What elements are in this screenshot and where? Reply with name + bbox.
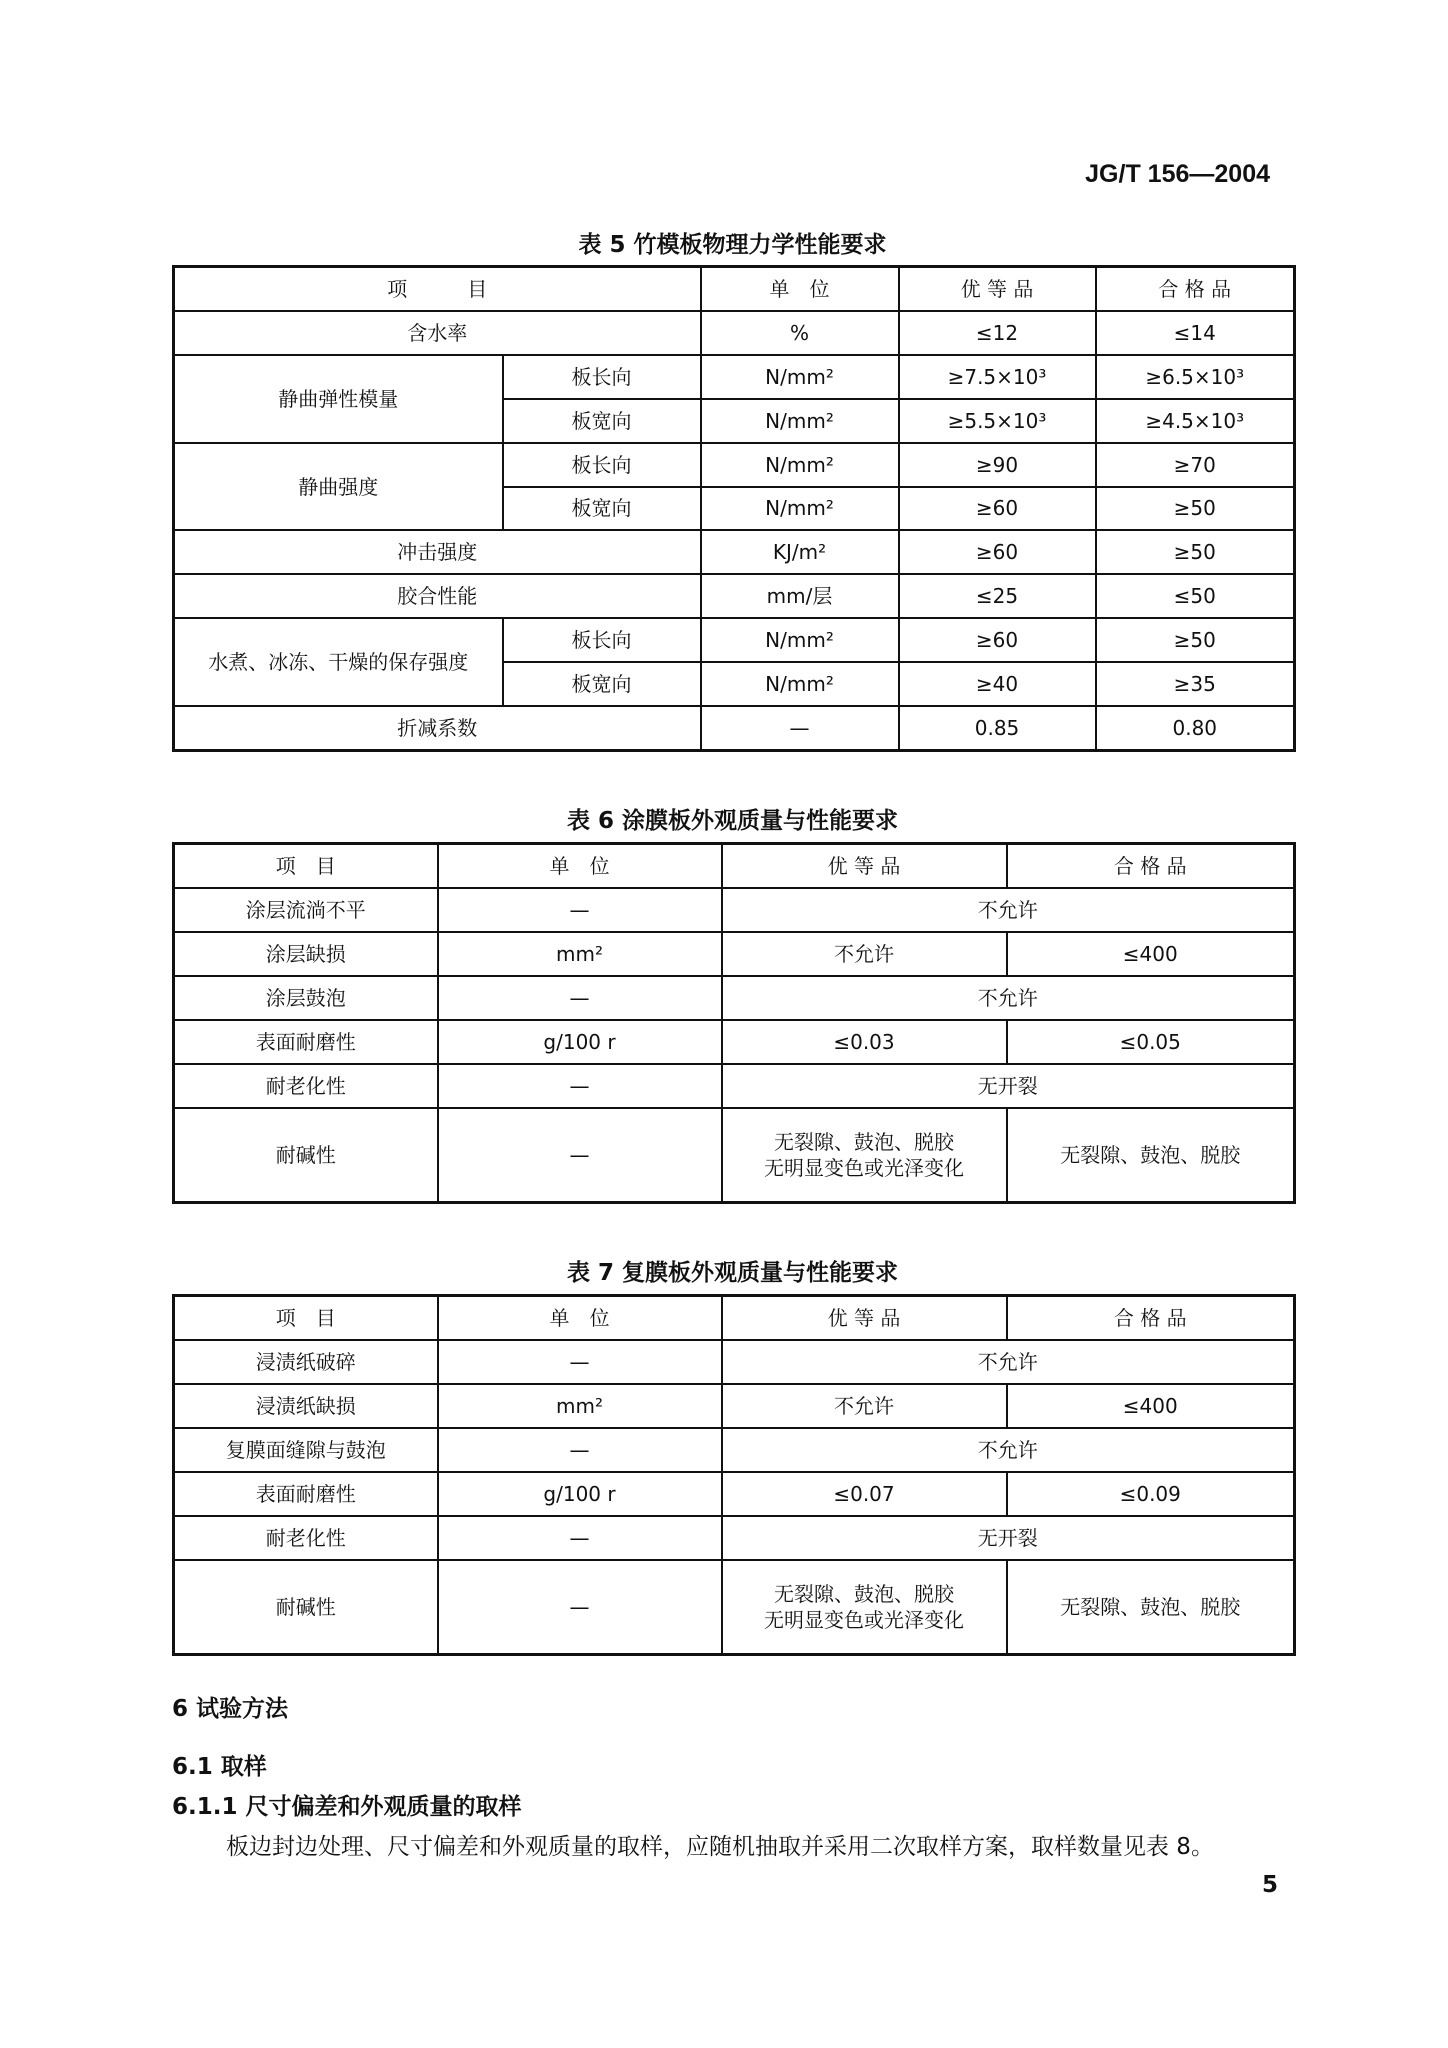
value-cell: ≥7.5×10³ [899, 355, 1096, 399]
unit-cell: N/mm² [701, 443, 899, 487]
value-cell: ≥50 [1096, 487, 1295, 531]
table-row [174, 574, 1295, 618]
value-cell: ≥60 [899, 487, 1096, 531]
page-number: 5 [1262, 1872, 1279, 1898]
table-row [174, 1108, 1295, 1203]
item-cell: 含水率 [174, 311, 701, 355]
item-cell: 表面耐磨性 [174, 1472, 438, 1516]
unit-cell: g/100 r [438, 1020, 722, 1064]
value-cell: 无开裂 [722, 1516, 1295, 1560]
unit-cell: — [438, 1064, 722, 1108]
item-cell: 浸渍纸缺损 [174, 1384, 438, 1428]
unit-cell: — [438, 1428, 722, 1472]
header-cell: 项 目 [174, 844, 438, 888]
item-cell: 浸渍纸破碎 [174, 1340, 438, 1384]
item-cell: 静曲弹性模量 [174, 355, 503, 443]
header-cell: 合 格 品 [1007, 844, 1295, 888]
unit-cell: mm² [438, 932, 722, 976]
item-cell: 折减系数 [174, 706, 701, 751]
document-id: JG/T 156—2004 [1085, 160, 1270, 188]
value-cell: 无裂隙、鼓泡、脱胶 [1007, 1560, 1295, 1655]
header-cell: 项 目 [174, 267, 701, 312]
header-cell: 单 位 [438, 844, 722, 888]
paragraph: 板边封边处理、尺寸偏差和外观质量的取样，应随机抽取并采用二次取样方案，取样数量见表 8。 [226, 1834, 1214, 1860]
sub-item-cell: 板宽向 [503, 399, 701, 443]
item-cell: 涂层鼓泡 [174, 976, 438, 1020]
unit-cell: — [438, 888, 722, 932]
section-6-1-heading: 6.1 取样 [172, 1754, 267, 1780]
value-line: 无明显变色或光泽变化 [764, 1607, 964, 1632]
value-cell: 不允许 [722, 1340, 1295, 1384]
item-cell: 耐碱性 [174, 1560, 438, 1655]
header-cell: 优 等 品 [722, 844, 1007, 888]
unit-cell: N/mm² [701, 355, 899, 399]
table-header-row [174, 267, 1295, 312]
header-cell: 项 目 [174, 1296, 438, 1340]
value-cell: 无裂隙、鼓泡、脱胶 [1007, 1108, 1295, 1203]
table-row [174, 888, 1295, 932]
table-row [174, 530, 1295, 574]
value-cell: ≥35 [1096, 662, 1295, 706]
value-cell: ≤400 [1007, 1384, 1295, 1428]
value-cell [722, 1108, 1007, 1203]
value-line: 无明显变色或光泽变化 [764, 1155, 964, 1180]
value-line: 无裂隙、鼓泡、脱胶 [774, 1129, 954, 1154]
item-cell: 耐老化性 [174, 1064, 438, 1108]
sub-item-cell: 板宽向 [503, 662, 701, 706]
header-cell: 单 位 [438, 1296, 722, 1340]
section-6-heading: 6 试验方法 [172, 1696, 289, 1722]
unit-cell: % [701, 311, 899, 355]
sub-item-cell: 板长向 [503, 443, 701, 487]
value-cell: ≤14 [1096, 311, 1295, 355]
value-cell: 0.80 [1096, 706, 1295, 751]
value-cell: ≥5.5×10³ [899, 399, 1096, 443]
unit-cell: mm² [438, 1384, 722, 1428]
value-cell: ≤12 [899, 311, 1096, 355]
table6 [172, 842, 1296, 1204]
value-cell: ≤0.09 [1007, 1472, 1295, 1516]
unit-cell: — [701, 706, 899, 751]
header-cell: 优 等 品 [899, 267, 1096, 312]
table-row [174, 1020, 1295, 1064]
unit-cell: N/mm² [701, 618, 899, 662]
header-cell: 单 位 [701, 267, 899, 312]
table-row [174, 1428, 1295, 1472]
header-cell: 合 格 品 [1096, 267, 1295, 312]
value-cell: 无开裂 [722, 1064, 1295, 1108]
item-cell: 耐老化性 [174, 1516, 438, 1560]
sub-item-cell: 板宽向 [503, 487, 701, 531]
unit-cell: N/mm² [701, 487, 899, 531]
table-header-row [174, 1296, 1295, 1340]
item-cell: 表面耐磨性 [174, 1020, 438, 1064]
value-cell: ≤0.03 [722, 1020, 1007, 1064]
value-cell: ≤25 [899, 574, 1096, 618]
header-cell: 合 格 品 [1007, 1296, 1295, 1340]
item-cell: 涂层缺损 [174, 932, 438, 976]
value-cell: 不允许 [722, 1384, 1007, 1428]
table-row [174, 1516, 1295, 1560]
section-6-1-1-heading: 6.1.1 尺寸偏差和外观质量的取样 [172, 1794, 522, 1820]
item-cell: 静曲强度 [174, 443, 503, 531]
unit-cell: — [438, 1108, 722, 1203]
value-cell: 不允许 [722, 932, 1007, 976]
value-cell: ≤50 [1096, 574, 1295, 618]
table-row [174, 443, 1295, 487]
value-line: 无裂隙、鼓泡、脱胶 [774, 1581, 954, 1606]
value-cell: ≥60 [899, 618, 1096, 662]
unit-cell: N/mm² [701, 662, 899, 706]
value-cell: ≤0.07 [722, 1472, 1007, 1516]
value-cell: 不允许 [722, 888, 1295, 932]
table5-title: 表 5 竹模板物理力学性能要求 [578, 232, 887, 258]
unit-cell: g/100 r [438, 1472, 722, 1516]
table-row [174, 311, 1295, 355]
table6-title: 表 6 涂膜板外观质量与性能要求 [566, 808, 899, 834]
value-cell: ≥60 [899, 530, 1096, 574]
unit-cell: — [438, 1560, 722, 1655]
value-cell [722, 1560, 1007, 1655]
unit-cell: mm/层 [701, 574, 899, 618]
item-cell: 涂层流淌不平 [174, 888, 438, 932]
unit-cell: N/mm² [701, 399, 899, 443]
value-cell: ≥50 [1096, 618, 1295, 662]
unit-cell: — [438, 1516, 722, 1560]
value-cell: ≤0.05 [1007, 1020, 1295, 1064]
item-cell: 水煮、冰冻、干燥的保存强度 [174, 618, 503, 706]
value-cell: 不允许 [722, 1428, 1295, 1472]
table-row [174, 355, 1295, 399]
table7 [172, 1294, 1296, 1656]
value-cell: ≥90 [899, 443, 1096, 487]
value-cell: ≥50 [1096, 530, 1295, 574]
unit-cell: — [438, 976, 722, 1020]
sub-item-cell: 板长向 [503, 618, 701, 662]
table-row [174, 932, 1295, 976]
item-cell: 胶合性能 [174, 574, 701, 618]
table-row [174, 706, 1295, 751]
unit-cell: — [438, 1340, 722, 1384]
item-cell: 复膜面缝隙与鼓泡 [174, 1428, 438, 1472]
table5 [172, 265, 1296, 752]
value-cell: ≥40 [899, 662, 1096, 706]
table-row [174, 1560, 1295, 1655]
value-cell: 不允许 [722, 976, 1295, 1020]
value-cell: ≥70 [1096, 443, 1295, 487]
item-cell: 冲击强度 [174, 530, 701, 574]
sub-item-cell: 板长向 [503, 355, 701, 399]
table-row [174, 1472, 1295, 1516]
value-cell: 0.85 [899, 706, 1096, 751]
table-row [174, 976, 1295, 1020]
value-cell: ≥6.5×10³ [1096, 355, 1295, 399]
table-row [174, 1340, 1295, 1384]
header-cell: 优 等 品 [722, 1296, 1007, 1340]
table7-title: 表 7 复膜板外观质量与性能要求 [566, 1260, 899, 1286]
value-cell: ≤400 [1007, 932, 1295, 976]
unit-cell: KJ/m² [701, 530, 899, 574]
table-row [174, 1064, 1295, 1108]
table-row [174, 618, 1295, 662]
table-row [174, 1384, 1295, 1428]
value-cell: ≥4.5×10³ [1096, 399, 1295, 443]
item-cell: 耐碱性 [174, 1108, 438, 1203]
table-header-row [174, 844, 1295, 888]
